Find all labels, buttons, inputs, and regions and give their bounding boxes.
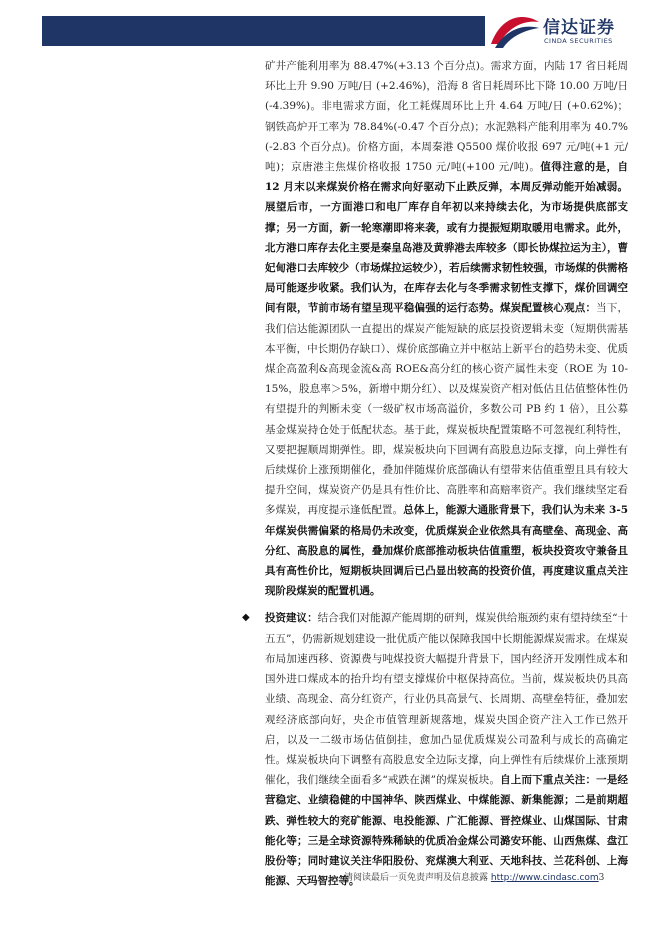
company-logo	[487, 12, 657, 52]
diamond-bullet-icon: ◆	[242, 612, 250, 624]
paragraph-bold-text: 自上而下重点关注：一是经营稳定、业绩稳健的中国神华、陕西煤业、中煤能源、新集能源；二是前期超跌、弹性较大的兖矿能源、电投能源、广汇能源、晋控煤业、山煤国际、甘肃能化等；三是全球资源特殊稀缺的优质冶金煤公司潞安环能、山西焦煤、盘江股份等；同时建议关注华阳股份、兖煤澳大利亚、天地科技、兰花科创、上海能源、天玛智控等。	[265, 774, 628, 888]
logo-chinese-name: 信达证券	[543, 18, 615, 38]
investment-advice-paragraph	[242, 608, 628, 891]
advice-heading: 投资建议：	[265, 612, 318, 625]
page-footer	[344, 870, 604, 883]
page-number: 3	[598, 873, 605, 883]
report-body	[242, 56, 629, 891]
logo-swoosh-icon	[489, 14, 541, 50]
disclaimer-text: 请阅读最后一页免责声明及信息披露	[344, 873, 491, 883]
paragraph-bold-text: 总体上，能源大通胀背景下，我们认为未来 3-5 年煤炭供需偏紧的格局仍未改变，优质煤炭企业依然具有高壁垒、高现金、高分红、高股息的属性，叠加煤价底部推动板块估值重塑，板块投资攻守兼备且具有高性价比，短期板块回调后已凸显出较高的投资价值，再度建议重点关注现阶段煤炭的配置机遇。	[265, 504, 629, 598]
paragraph-bold-text: 值得注意的是，自 12 月末以来煤炭价格在需求向好驱动下止跌反弹，本周反弹动能开始减弱。展望后市，一方面港口和电厂库存自年初以来持续去化，为市场提供底部支撑；另一方面，新一轮寒潮即将来袭，或有力提振短期取暖用电需求。此外，北方港口库存去化主要是秦皇岛港及黄骅港去库较多（即长协煤拉运为主），曹妃甸港口去库较少（市场煤拉运较少），若后续需求韧性较强，市场煤的供需格局可能逐步收紧。我们认为，在库存去化与冬季需求韧性支撑下，煤价回调空间有限，节前市场有望呈现平稳偏强的运行态势。煤炭配置核心观点：	[265, 161, 629, 315]
paragraph-text: 矿井产能利用率为 88.47%(+3.13 个百分点)。需求方面，内陆 17 省日耗周环比上升 9.90 万吨/日 (+2.46%)，沿海 8 省日耗周环比下降 10.00 万吨/日 (-4.39%)。非电需求方面，化工耗煤周环比上升 4.64 万吨/日 (+0.62%)；钢铁高炉开工率为 78.84%(-0.47 个百分点)；水泥熟料产能利用率为 40.7%(-2.83 个百分点)。价格方面，本周秦港 Q5500 煤价收报 697 元/吨(+1 元/吨)；京唐港主焦煤价格收报 1750 元/吨(+100 元/吨)。	[265, 60, 628, 174]
market-paragraph	[265, 56, 628, 601]
header-bar	[42, 16, 485, 46]
logo-english-name: CINDA SECURITIES	[544, 37, 613, 45]
website-link[interactable]: http://www.cindasc.com	[490, 873, 599, 883]
paragraph-text: 当下，我们信达能源团队一直提出的煤炭产能短缺的底层投资逻辑未变（短期供需基本平衡，中长期仍存缺口）、煤价底部确立并中枢站上新平台的趋势未变、优质煤企高盈利&高现金流&高 ROE&高分红的核心资产属性未变（ROE 为 10-15%，股息率＞5%，新增中期分红）、以及煤炭资产相对低估且估值整体性仍有望提升的判断未变（一级矿权市场高溢价，多数公司 PB 约 1 倍），且公募基金煤炭持仓处于低配状态。基于此，煤炭板块配置策略不可忽视红利特性，又要把握顺周期弹性。即，煤炭板块向下回调有高股息边际支撑，向上弹性有后续煤价上涨预期催化，叠加伴随煤价底部确认有望带来估值重塑且具有较大提升空间，煤炭资产仍是具有性价比、高胜率和高赔率资产。我们继续坚定看多煤炭，再度提示逢低配置。	[265, 302, 629, 517]
paragraph-text: 结合我们对能源产能周期的研判，煤炭供给瓶颈约束有望持续至“十五五”，仍需新规划建设一批优质产能以保障我国中长期能源煤炭需求。在煤炭布局加速西移、资源费与吨煤投资大幅提升背景下，国内经济开发刚性成本和国外进口煤成本的抬升均有望支撑煤价中枢保持高位。当前，煤炭板块仍具高业绩、高现金、高分红资产，行业仍具高景气、长周期、高壁垒特征，叠加宏观经济底部向好，央企市值管理新规落地，煤炭央国企资产注入工作已然开启，以及一二级市场估值倒挂，愈加凸显优质煤炭公司盈利与成长的高确定性。煤炭板块向下调整有高股息安全边际支撑，向上弹性有后续煤价上涨预期催化，我们继续全面看多“戒跌在渊”的煤炭板块。	[265, 612, 628, 787]
